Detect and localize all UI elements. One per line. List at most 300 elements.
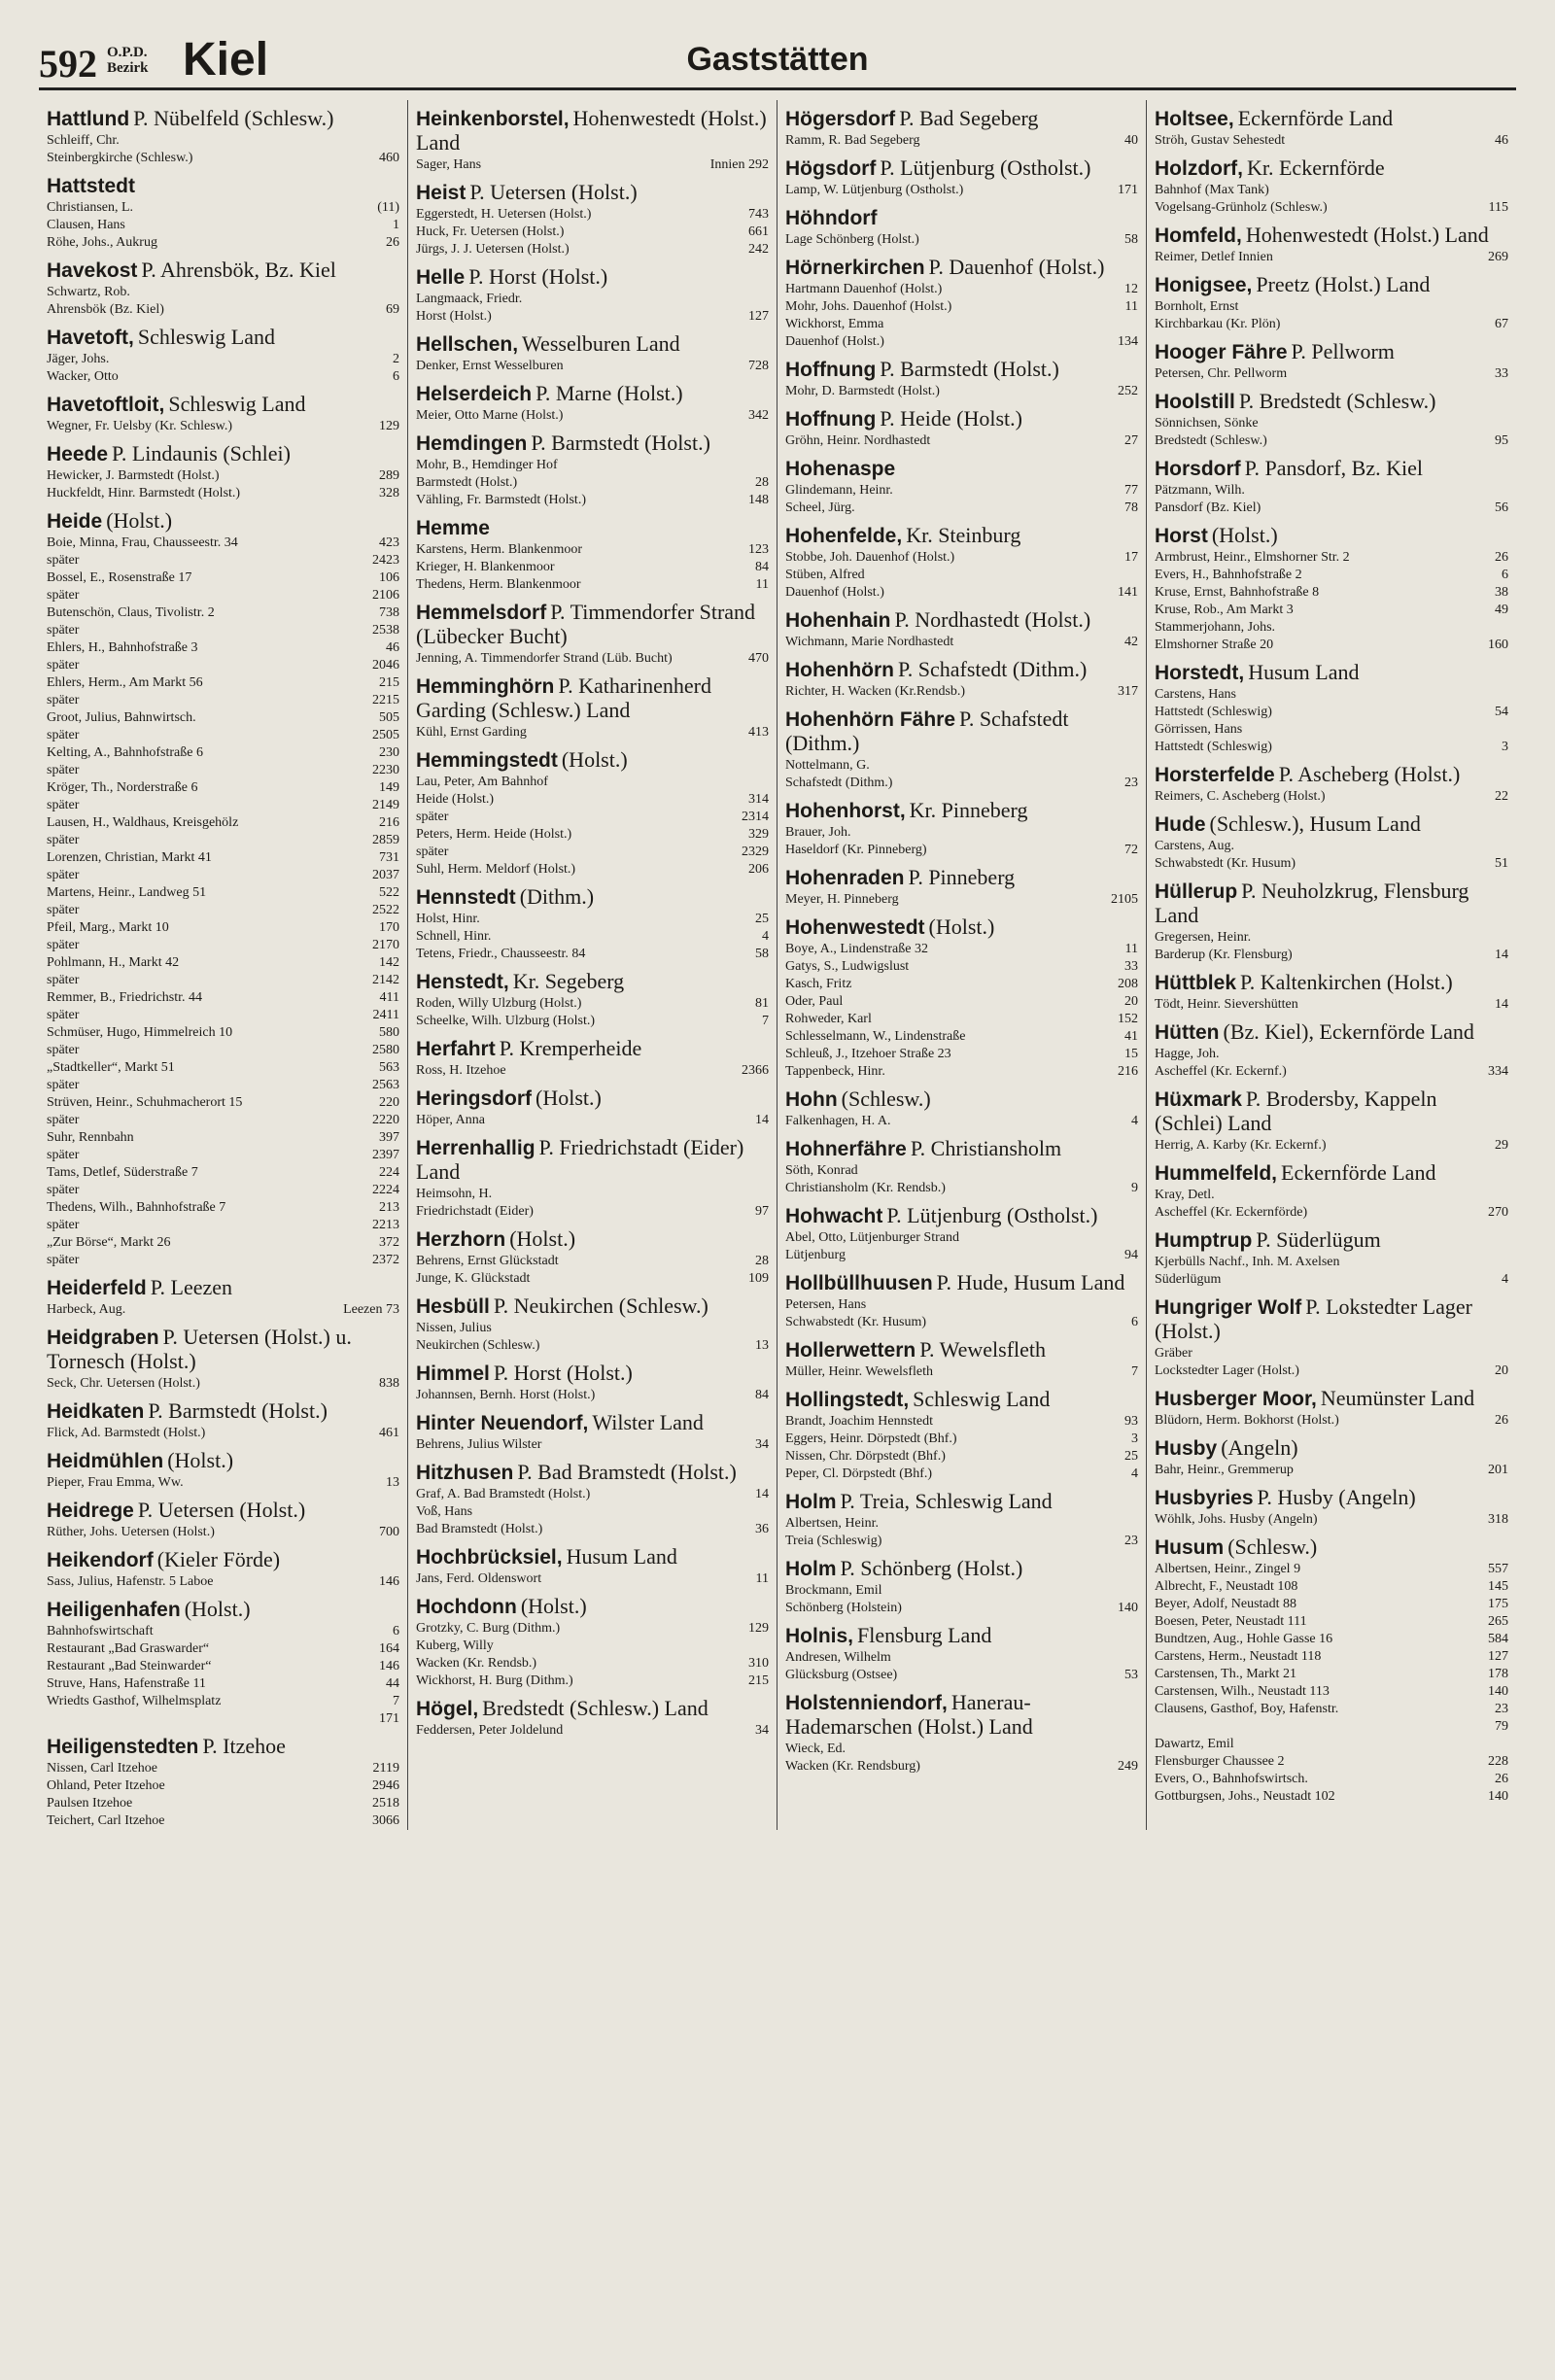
place-entry bbox=[1155, 224, 1508, 266]
phone-number: 215 bbox=[748, 1673, 769, 1688]
post-office: Eckernförde Land bbox=[1281, 1160, 1436, 1185]
listing-name: Evers, O., Bahnhofswirtsch. bbox=[1155, 1772, 1308, 1786]
phone-number: 317 bbox=[1118, 684, 1138, 699]
phone-number: 522 bbox=[379, 885, 399, 900]
post-office: P. Brodersby, Kappeln (Schlei) Land bbox=[1155, 1087, 1437, 1135]
phone-number: 95 bbox=[1495, 433, 1508, 448]
listing-name: Kjerbülls Nachf., Inh. M. Axelsen bbox=[1155, 1255, 1340, 1269]
listing-name: Ströh, Gustav Sehestedt bbox=[1155, 133, 1286, 148]
listing-name: Huckfeldt, Hinr. Barmstedt (Holst.) bbox=[47, 486, 241, 500]
listing-name: Johannsen, Bernh. Horst (Holst.) bbox=[416, 1388, 596, 1402]
phone-number: 743 bbox=[748, 207, 769, 222]
place-entry bbox=[785, 1389, 1138, 1483]
place-heading bbox=[1155, 1296, 1508, 1345]
place-heading bbox=[416, 1087, 769, 1112]
listing-name: Seck, Chr. Uetersen (Holst.) bbox=[47, 1376, 200, 1391]
phone-number: 584 bbox=[1488, 1632, 1508, 1646]
listing-name: Schmüser, Hugo, Himmelreich 10 bbox=[47, 1025, 233, 1040]
listing-name: Bad Bramstedt (Holst.) bbox=[416, 1522, 543, 1536]
phone-number: 289 bbox=[379, 468, 399, 483]
phone-number: 11 bbox=[1124, 942, 1138, 956]
place-name: Hochbrücksiel, bbox=[416, 1546, 563, 1569]
post-office: P. Uetersen (Holst.) bbox=[137, 1498, 306, 1522]
listing-row bbox=[416, 1620, 769, 1638]
listing-row bbox=[416, 791, 769, 809]
listing-row bbox=[47, 1059, 399, 1077]
listing-row bbox=[416, 492, 769, 509]
place-heading bbox=[416, 1362, 769, 1387]
listing-name: Lamp, W. Lütjenburg (Ostholst.) bbox=[785, 183, 964, 197]
place-name: Hemmelsdorf bbox=[416, 602, 547, 624]
listing-name: Pansdorf (Bz. Kiel) bbox=[1155, 500, 1261, 515]
place-heading bbox=[785, 659, 1138, 683]
post-office: P. Hude, Husum Land bbox=[936, 1270, 1125, 1294]
listing-row bbox=[1155, 1362, 1508, 1380]
phone-number: 115 bbox=[1488, 200, 1508, 215]
post-office: P. Horst (Holst.) bbox=[493, 1361, 633, 1385]
phone-number: 11 bbox=[755, 577, 769, 592]
listing-name: Pätzmann, Wilh. bbox=[1155, 483, 1245, 498]
place-entry bbox=[416, 1596, 769, 1690]
listing-name: Flick, Ad. Barmstedt (Holst.) bbox=[47, 1426, 206, 1440]
listing-row bbox=[1155, 199, 1508, 217]
phone-number: 7 bbox=[1131, 1364, 1138, 1379]
listing-row bbox=[416, 1337, 769, 1355]
place-entry bbox=[1155, 1021, 1508, 1081]
listing-row bbox=[47, 217, 399, 234]
place-heading bbox=[785, 525, 1138, 549]
listing-name: Behrens, Julius Wilster bbox=[416, 1437, 542, 1452]
phone-number: 2505 bbox=[372, 728, 399, 742]
listing-name: Wöhlk, Johs. Husby (Angeln) bbox=[1155, 1512, 1318, 1527]
post-office: P. Süderlügum bbox=[1256, 1227, 1381, 1252]
phone-number: 1 bbox=[393, 218, 399, 232]
listing-row bbox=[1155, 567, 1508, 584]
listing-name: Paulsen Itzehoe bbox=[47, 1796, 133, 1811]
listing-row bbox=[785, 231, 1138, 249]
post-office: Hohenwestedt (Holst.) Land bbox=[1245, 223, 1489, 247]
place-heading bbox=[416, 108, 769, 156]
listing-row bbox=[785, 775, 1138, 792]
listing-row bbox=[416, 826, 769, 844]
phone-number: 2538 bbox=[372, 623, 399, 638]
phone-number: 230 bbox=[379, 745, 399, 760]
listing-name: Kuberg, Willy bbox=[416, 1638, 494, 1653]
post-office: P. Itzehoe bbox=[202, 1734, 286, 1758]
listing-row bbox=[785, 482, 1138, 500]
place-name: Hesbüll bbox=[416, 1295, 490, 1318]
listing-name: Suhl, Herm. Meldorf (Holst.) bbox=[416, 862, 576, 877]
phone-number: 13 bbox=[386, 1475, 399, 1490]
phone-number: 53 bbox=[1124, 1668, 1138, 1682]
column-1 bbox=[39, 100, 408, 1830]
listing-row bbox=[47, 234, 399, 252]
listing-row bbox=[47, 832, 399, 849]
listing-name: Röhe, Johs., Aukrug bbox=[47, 235, 157, 250]
listing-row bbox=[47, 1693, 399, 1710]
listing-row bbox=[1155, 1648, 1508, 1666]
place-entry bbox=[47, 1500, 399, 1541]
place-heading bbox=[785, 359, 1138, 383]
listing-row bbox=[47, 1474, 399, 1492]
listing-row bbox=[47, 552, 399, 569]
phone-number: 26 bbox=[1495, 550, 1508, 565]
phone-number: 14 bbox=[755, 1113, 769, 1127]
listing-name: Albertsen, Heinr. bbox=[785, 1516, 880, 1531]
listing-name: Butenschön, Claus, Tivolistr. 2 bbox=[47, 605, 215, 620]
phone-number: 6 bbox=[393, 369, 399, 384]
place-entry bbox=[1155, 662, 1508, 756]
listing-row bbox=[47, 301, 399, 319]
listing-name: Schnell, Hinr. bbox=[416, 929, 492, 944]
place-name: Hohenhörn bbox=[785, 659, 894, 681]
listing-name: Dawartz, Emil bbox=[1155, 1737, 1234, 1751]
listing-row bbox=[416, 206, 769, 224]
listing-row bbox=[1155, 1683, 1508, 1701]
listing-row bbox=[1155, 1718, 1508, 1736]
place-name: Heiderfeld bbox=[47, 1277, 147, 1299]
phone-number: 26 bbox=[1495, 1413, 1508, 1428]
listing-name: „Stadtkeller“, Markt 51 bbox=[47, 1060, 175, 1075]
phone-number: 270 bbox=[1488, 1205, 1508, 1220]
post-office: Preetz (Holst.) Land bbox=[1256, 272, 1431, 296]
listing-row bbox=[1155, 1788, 1508, 1806]
listing-row bbox=[1155, 637, 1508, 654]
phone-number: 78 bbox=[1124, 500, 1138, 515]
listing-name: Gröhn, Heinr. Nordhastedt bbox=[785, 433, 931, 448]
listing-row bbox=[1155, 788, 1508, 806]
listing-row bbox=[785, 993, 1138, 1011]
place-heading bbox=[785, 1138, 1138, 1162]
phone-number: 342 bbox=[748, 408, 769, 423]
place-name: Herzhorn bbox=[416, 1228, 506, 1251]
listing-name: Thedens, Herm. Blankenmoor bbox=[416, 577, 581, 592]
listing-name: Karstens, Herm. Blankenmoor bbox=[416, 542, 583, 557]
place-heading bbox=[47, 443, 399, 467]
listing-row bbox=[785, 1046, 1138, 1063]
place-name: Havetoftloit, bbox=[47, 394, 165, 416]
place-entry bbox=[416, 1295, 769, 1355]
listing-name: später bbox=[47, 1183, 80, 1197]
listing-row bbox=[47, 622, 399, 639]
listing-name: Suhr, Rennbahn bbox=[47, 1130, 134, 1145]
place-heading bbox=[416, 517, 769, 541]
place-heading bbox=[1155, 274, 1508, 298]
phone-number: 20 bbox=[1495, 1363, 1508, 1378]
listing-row bbox=[1155, 316, 1508, 333]
place-entry bbox=[785, 257, 1138, 351]
listing-row bbox=[47, 762, 399, 779]
place-name: Honigsee, bbox=[1155, 274, 1253, 296]
place-name: Holm bbox=[785, 1491, 837, 1513]
phone-number: 23 bbox=[1124, 1534, 1138, 1548]
district-name: Kiel bbox=[183, 34, 269, 86]
post-office: (Dithm.) bbox=[519, 884, 595, 909]
place-heading bbox=[416, 266, 769, 291]
place-heading bbox=[47, 1549, 399, 1573]
district-prefix: O.P.D. Bezirk bbox=[107, 45, 149, 76]
listing-name: Stobbe, Joh. Dauenhof (Holst.) bbox=[785, 550, 955, 565]
listing-row bbox=[785, 757, 1138, 775]
place-name: Himmel bbox=[416, 1362, 490, 1385]
place-entry bbox=[1155, 1088, 1508, 1155]
listing-row bbox=[416, 1655, 769, 1673]
listing-row bbox=[416, 358, 769, 375]
listing-row bbox=[416, 1638, 769, 1655]
phone-number: 7 bbox=[393, 1694, 399, 1708]
phone-number: 505 bbox=[379, 710, 399, 725]
listing-row bbox=[416, 1673, 769, 1690]
phone-number: 54 bbox=[1495, 705, 1508, 719]
listing-name: später bbox=[47, 763, 80, 777]
phone-number: 334 bbox=[1488, 1064, 1508, 1079]
listing-row bbox=[785, 1314, 1138, 1331]
phone-number: 51 bbox=[1495, 856, 1508, 871]
post-office: P. Uetersen (Holst.) u. Tornesch (Holst.) bbox=[47, 1325, 352, 1373]
post-office: P. Kremperheide bbox=[499, 1036, 642, 1060]
place-name: Hohenfelde, bbox=[785, 525, 903, 547]
place-entry bbox=[785, 708, 1138, 792]
place-entry bbox=[1155, 764, 1508, 806]
listing-name: Oder, Paul bbox=[785, 994, 844, 1009]
phone-number: 72 bbox=[1124, 843, 1138, 857]
listing-row bbox=[785, 1028, 1138, 1046]
post-office: Hanerau-Hademarschen (Holst.) Land bbox=[785, 1690, 1033, 1739]
listing-row bbox=[1155, 721, 1508, 739]
listing-row bbox=[47, 1760, 399, 1777]
listing-row bbox=[47, 150, 399, 167]
listing-name: Boesen, Peter, Neustadt 111 bbox=[1155, 1614, 1307, 1629]
place-heading bbox=[47, 108, 399, 132]
listing-name: Heide (Holst.) bbox=[416, 792, 495, 807]
listing-name: Flensburger Chaussee 2 bbox=[1155, 1754, 1285, 1769]
phone-number: 2119 bbox=[372, 1761, 399, 1776]
phone-number: 3 bbox=[1131, 1431, 1138, 1446]
phone-number: 6 bbox=[1131, 1315, 1138, 1329]
phone-number: 372 bbox=[379, 1235, 399, 1250]
place-entry bbox=[416, 1462, 769, 1538]
place-entry bbox=[1155, 1388, 1508, 1430]
listing-row bbox=[785, 891, 1138, 909]
phone-number: 208 bbox=[1118, 977, 1138, 991]
listing-row bbox=[1155, 1462, 1508, 1479]
listing-row bbox=[47, 989, 399, 1007]
place-name: Hohenraden bbox=[785, 867, 905, 889]
listing-name: Richter, H. Wacken (Kr.Rendsb.) bbox=[785, 684, 966, 699]
listing-name: Boye, A., Lindenstraße 32 bbox=[785, 942, 928, 956]
listing-name: Barmstedt (Holst.) bbox=[416, 475, 518, 490]
phone-number: 33 bbox=[1124, 959, 1138, 974]
phone-number: 109 bbox=[748, 1271, 769, 1286]
listing-name: Wacken (Kr. Rendsburg) bbox=[785, 1759, 920, 1774]
listing-row bbox=[1155, 686, 1508, 704]
listing-name: später bbox=[47, 1078, 80, 1092]
phone-number: 145 bbox=[1488, 1579, 1508, 1594]
listing-name: später bbox=[47, 623, 80, 638]
place-entry bbox=[785, 800, 1138, 859]
place-entry bbox=[416, 333, 769, 375]
column-2 bbox=[408, 100, 778, 1830]
phone-number: 557 bbox=[1488, 1562, 1508, 1576]
phone-number: 411 bbox=[379, 990, 399, 1005]
phone-number: 12 bbox=[1124, 282, 1138, 296]
listing-name: Rüther, Johs. Uetersen (Holst.) bbox=[47, 1525, 215, 1539]
place-name: Hennstedt bbox=[416, 886, 516, 909]
listing-name: Dauenhof (Holst.) bbox=[785, 334, 884, 349]
post-office: P. Lindaunis (Schlei) bbox=[112, 441, 291, 466]
phone-number: 206 bbox=[748, 862, 769, 877]
listing-row bbox=[416, 1253, 769, 1270]
place-heading bbox=[1155, 662, 1508, 686]
phone-number: 6 bbox=[1502, 568, 1508, 582]
place-heading bbox=[785, 207, 1138, 231]
listing-name: Brandt, Joachim Hennstedt bbox=[785, 1414, 934, 1429]
listing-name: Jenning, A. Timmendorfer Strand (Lüb. Bucht) bbox=[416, 651, 673, 666]
phone-number: 81 bbox=[755, 996, 769, 1011]
post-office: P. Pinneberg bbox=[908, 865, 1016, 889]
place-entry bbox=[1155, 1229, 1508, 1289]
place-name: Husby bbox=[1155, 1437, 1218, 1460]
post-office: P. Leezen bbox=[150, 1275, 232, 1299]
post-office: P. Neuholzkrug, Flensburg Land bbox=[1155, 879, 1469, 927]
listing-row bbox=[47, 692, 399, 709]
post-office: (Schlesw.) bbox=[1227, 1535, 1318, 1559]
phone-number: 14 bbox=[1495, 997, 1508, 1012]
post-office: (Holst.) bbox=[106, 508, 173, 533]
place-entry bbox=[416, 1362, 769, 1404]
phone-number: 2230 bbox=[372, 763, 399, 777]
phone-number: 224 bbox=[379, 1165, 399, 1180]
listing-name: Wickhorst, H. Burg (Dithm.) bbox=[416, 1673, 573, 1688]
post-office: P. Nübelfeld (Schlesw.) bbox=[133, 106, 334, 130]
post-office: Kr. Steinburg bbox=[906, 523, 1021, 547]
place-name: Helle bbox=[416, 266, 466, 289]
listing-name: später bbox=[47, 728, 80, 742]
place-entry bbox=[47, 327, 399, 386]
post-office: P. Schafstedt (Dithm.) bbox=[897, 657, 1088, 681]
place-heading bbox=[1155, 1388, 1508, 1412]
place-name: Heikendorf bbox=[47, 1549, 154, 1571]
listing-name: Pfeil, Marg., Markt 10 bbox=[47, 920, 169, 935]
phone-number: 106 bbox=[379, 570, 399, 585]
phone-number: 36 bbox=[755, 1522, 769, 1536]
place-name: Holstenniendorf, bbox=[785, 1692, 948, 1714]
phone-number: 2329 bbox=[742, 845, 769, 859]
listing-name: Treia (Schleswig) bbox=[785, 1534, 882, 1548]
listing-name: Gatys, S., Ludwigslust bbox=[785, 959, 910, 974]
post-office: P. Katharinenherd Garding (Schlesw.) Land bbox=[416, 673, 711, 722]
place-entry bbox=[1155, 1162, 1508, 1222]
listing-name: Tödt, Heinr. Sievershütten bbox=[1155, 997, 1298, 1012]
listing-row bbox=[1155, 1137, 1508, 1155]
place-entry bbox=[785, 1692, 1138, 1776]
listing-row bbox=[47, 867, 399, 884]
listing-row bbox=[785, 1296, 1138, 1314]
post-office: Husum Land bbox=[1248, 660, 1360, 684]
place-entry bbox=[1155, 880, 1508, 964]
phone-number: 58 bbox=[1124, 232, 1138, 247]
phone-number: 15 bbox=[1124, 1047, 1138, 1061]
post-office: (Holst.) bbox=[928, 914, 995, 939]
place-heading bbox=[1155, 157, 1508, 182]
place-entry bbox=[416, 971, 769, 1030]
phone-number: 33 bbox=[1495, 366, 1508, 381]
place-name: Husberger Moor, bbox=[1155, 1388, 1317, 1410]
listing-name: Remmer, B., Friedrichstr. 44 bbox=[47, 990, 203, 1005]
place-entry bbox=[1155, 458, 1508, 517]
listing-name: später bbox=[47, 658, 80, 673]
place-name: Heiligenhafen bbox=[47, 1599, 181, 1621]
phone-number: 27 bbox=[1124, 433, 1138, 448]
place-heading bbox=[416, 432, 769, 457]
listing-row bbox=[47, 1812, 399, 1830]
post-office: P. Husby (Angeln) bbox=[1257, 1485, 1416, 1509]
post-office: P. Nordhastedt (Holst.) bbox=[894, 607, 1091, 632]
listing-name: Höper, Anna bbox=[416, 1113, 485, 1127]
place-entry bbox=[47, 1400, 399, 1442]
post-office: P. Lütjenburg (Ostholst.) bbox=[880, 155, 1091, 180]
listing-name: später bbox=[47, 938, 80, 952]
listing-row bbox=[47, 1077, 399, 1094]
listing-name: Clausen, Hans bbox=[47, 218, 125, 232]
listing-name: Struve, Hans, Hafenstraße 11 bbox=[47, 1676, 206, 1691]
listing-row bbox=[1155, 1412, 1508, 1430]
place-entry bbox=[1155, 1536, 1508, 1806]
post-office: (Angeln) bbox=[1221, 1435, 1298, 1460]
place-entry bbox=[416, 749, 769, 879]
listing-row bbox=[47, 284, 399, 301]
listing-name: Kelting, A., Bahnhofstraße 6 bbox=[47, 745, 203, 760]
place-heading bbox=[785, 458, 1138, 482]
place-name: Hollingstedt, bbox=[785, 1389, 910, 1411]
phone-number: 14 bbox=[1495, 948, 1508, 962]
listing-name: Junge, K. Glückstadt bbox=[416, 1271, 531, 1286]
phone-number: 11 bbox=[1124, 299, 1138, 314]
listing-row bbox=[1155, 1771, 1508, 1788]
phone-number: 152 bbox=[1118, 1012, 1138, 1026]
listing-row bbox=[1155, 996, 1508, 1014]
listing-name: Sager, Hans bbox=[416, 157, 482, 172]
post-office: P. Ascheberg (Holst.) bbox=[1278, 762, 1461, 786]
post-office: P. Lokstedter Lager (Holst.) bbox=[1155, 1294, 1472, 1343]
listing-row bbox=[416, 1112, 769, 1129]
place-name: Heide bbox=[47, 510, 103, 533]
listing-name: Reimers, C. Ascheberg (Holst.) bbox=[1155, 789, 1326, 804]
listing-row bbox=[47, 727, 399, 744]
listing-row bbox=[47, 937, 399, 954]
place-entry bbox=[785, 1088, 1138, 1130]
listing-row bbox=[416, 308, 769, 326]
column-4 bbox=[1147, 100, 1516, 1830]
post-office: (Holst.) bbox=[1211, 523, 1278, 547]
phone-number: 2372 bbox=[372, 1253, 399, 1267]
listing-row bbox=[785, 1466, 1138, 1483]
place-name: Höhndorf bbox=[785, 207, 878, 229]
listing-row bbox=[47, 639, 399, 657]
place-name: Hohn bbox=[785, 1088, 838, 1111]
phone-number: 563 bbox=[379, 1060, 399, 1075]
listing-row bbox=[416, 1186, 769, 1203]
listing-name: Bredstedt (Schlesw.) bbox=[1155, 433, 1267, 448]
phone-number: 46 bbox=[1495, 133, 1508, 148]
listing-name: Thedens, Wilh., Bahnhofstraße 7 bbox=[47, 1200, 226, 1215]
phone-number: 127 bbox=[1488, 1649, 1508, 1664]
listing-row bbox=[416, 1503, 769, 1521]
listing-row bbox=[1155, 1046, 1508, 1063]
listing-row bbox=[47, 902, 399, 919]
phone-number: 318 bbox=[1488, 1512, 1508, 1527]
listing-row bbox=[416, 774, 769, 791]
